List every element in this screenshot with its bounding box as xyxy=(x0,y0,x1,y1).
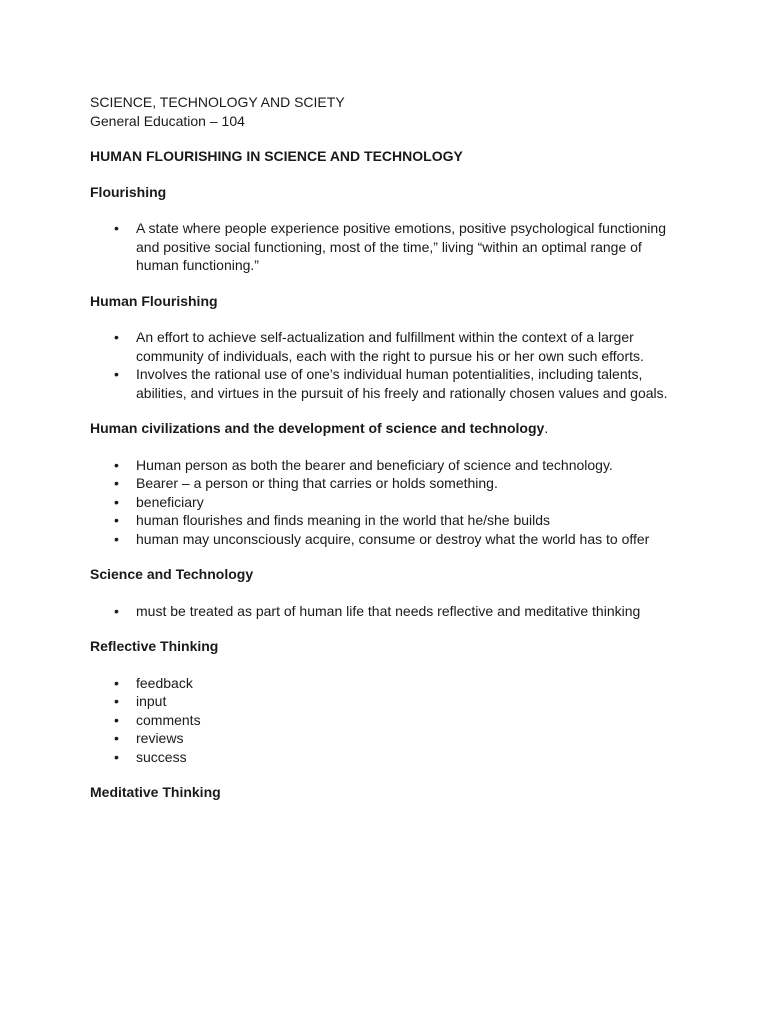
heading-civilizations-text: Human civilizations and the development of science and technology xyxy=(90,420,545,436)
list-item xyxy=(114,748,688,767)
list-human-flourishing xyxy=(90,328,688,402)
bullet-icon: • xyxy=(114,512,119,528)
list-item-text: A state where people experience positive emotions, positive psychological functioning and positive social functioning, most of the time,” living “within an optimal range of human functioning.” xyxy=(136,220,666,273)
bullet-icon: • xyxy=(114,456,119,473)
list-item-text: input xyxy=(136,693,167,709)
heading-reflective-thinking: Reflective Thinking xyxy=(90,638,219,654)
heading-civilizations-trail: . xyxy=(544,420,549,436)
heading-civilizations xyxy=(90,419,688,438)
bullet-icon: • xyxy=(114,220,119,236)
heading-flourishing: Flourishing xyxy=(90,183,167,200)
list-civilizations xyxy=(90,456,688,549)
bullet-icon: • xyxy=(114,530,119,547)
list-item xyxy=(114,511,688,530)
bullet-icon: • xyxy=(114,693,119,709)
list-item-text: Bearer – a person or thing that carries or holds something. xyxy=(136,475,498,491)
list-item xyxy=(114,602,688,621)
list-item-text: feedback xyxy=(136,674,193,691)
heading-meditative-thinking: Meditative Thinking xyxy=(90,784,221,800)
document-title: HUMAN FLOURISHING IN SCIENCE AND TECHNOLOGY xyxy=(90,148,463,164)
bullet-icon: • xyxy=(114,493,119,510)
list-item-text: Involves the rational use of one’s individual human potentialities, including talents, abilities, and virtues in the pursuit of his freely and rationally chosen values and goals. xyxy=(136,366,668,401)
list-item xyxy=(114,674,688,693)
list-item-text: An effort to achieve self-actualization and fulfillment within the context of a larger community of individuals, each with the right to pursue his or her own such efforts. xyxy=(136,329,644,364)
list-item xyxy=(114,530,688,549)
list-item xyxy=(114,474,688,493)
heading-science-technology: Science and Technology xyxy=(90,566,254,582)
bullet-icon: • xyxy=(114,366,119,382)
list-flourishing xyxy=(90,219,688,275)
bullet-icon: • xyxy=(114,711,119,728)
list-item xyxy=(114,219,688,275)
bullet-icon: • xyxy=(114,674,119,691)
list-item-text: human may unconsciously acquire, consume or destroy what the world has to offer xyxy=(136,530,650,547)
list-item xyxy=(114,729,688,748)
list-item-text: reviews xyxy=(136,730,184,746)
list-item-text: comments xyxy=(136,711,201,728)
list-item-text: Human person as both the bearer and beneficiary of science and technology. xyxy=(136,456,613,473)
bullet-icon: • xyxy=(114,329,119,345)
list-item xyxy=(114,456,688,475)
list-item xyxy=(114,692,688,711)
list-item-text: must be treated as part of human life that needs reflective and meditative thinking xyxy=(136,602,641,619)
list-item-text: success xyxy=(136,748,187,765)
course-title: SCIENCE, TECHNOLOGY AND SCIETY xyxy=(90,94,345,110)
list-item-text: beneficiary xyxy=(136,493,204,510)
heading-human-flourishing: Human Flourishing xyxy=(90,292,218,309)
list-reflective-thinking xyxy=(90,674,688,767)
list-item xyxy=(114,711,688,730)
bullet-icon: • xyxy=(114,602,119,619)
bullet-icon: • xyxy=(114,475,119,491)
bullet-icon: • xyxy=(114,748,119,765)
bullet-icon: • xyxy=(114,730,119,746)
list-item xyxy=(114,493,688,512)
list-item-text: human flourishes and finds meaning in the world that he/she builds xyxy=(136,512,551,528)
course-code: General Education – 104 xyxy=(90,112,245,129)
list-science-technology xyxy=(90,602,688,621)
list-item xyxy=(114,328,688,365)
list-item xyxy=(114,365,688,402)
